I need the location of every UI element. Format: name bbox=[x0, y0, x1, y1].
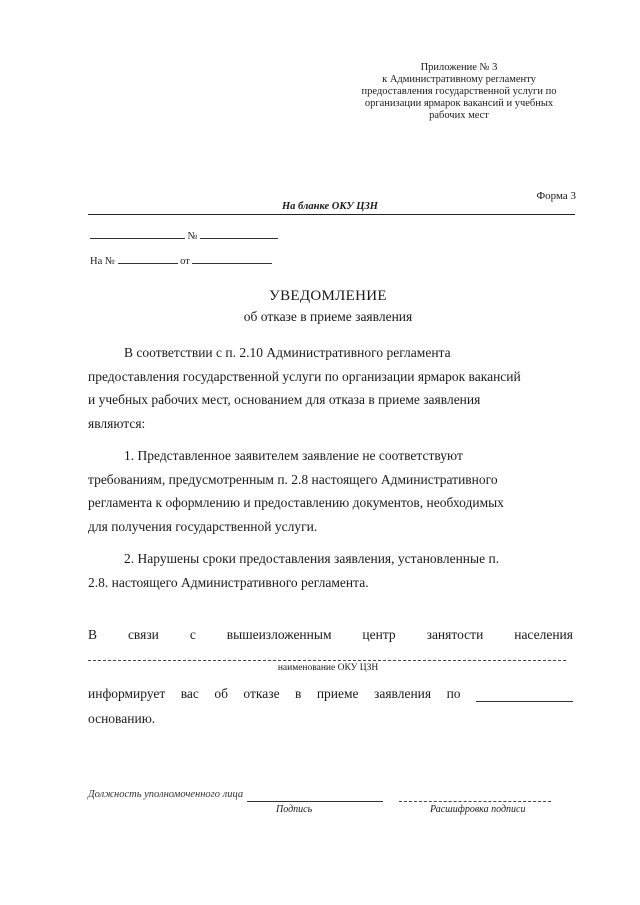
sentence-word: отказе bbox=[243, 686, 280, 701]
paragraph-line: для получения государственной услуги. bbox=[88, 518, 318, 534]
signature-decode-blank bbox=[399, 801, 551, 802]
intro-paragraph bbox=[88, 341, 573, 435]
sentence-word: по bbox=[446, 686, 461, 701]
paragraph-line: 2.8. настоящего Административного регламента. bbox=[88, 574, 369, 590]
reference-row bbox=[90, 255, 272, 267]
appendix-line: Приложение № 3 bbox=[420, 62, 498, 73]
sentence-word: в bbox=[295, 686, 302, 701]
paragraph-line: регламента к оформлению и предоставлению документов, необходимых bbox=[88, 495, 504, 510]
paragraph-line: и учебных рабочих мест, основанием для отказа в приеме заявления bbox=[88, 392, 481, 407]
sentence-word: об bbox=[214, 686, 228, 701]
document-title: УВЕДОМЛЕНИЕ bbox=[269, 288, 387, 304]
employment-centre-sentence bbox=[88, 627, 573, 643]
sentence-word: приеме bbox=[316, 686, 359, 701]
letterhead-label: На бланке ОКУ ЦЗН bbox=[282, 201, 378, 212]
official-position-label: Должность уполномоченного лица bbox=[88, 789, 244, 800]
sentence-word: вышеизложенным bbox=[226, 627, 332, 642]
sentence-word: информирует bbox=[88, 686, 166, 701]
inform-sentence-end: основанию. bbox=[88, 711, 156, 726]
reason-item-1 bbox=[88, 444, 573, 538]
paragraph-line: требованиям, предусмотренным п. 2.8 настоящего Административного bbox=[88, 471, 498, 487]
signature-caption: Подпись bbox=[276, 804, 313, 815]
appendix-header bbox=[354, 62, 564, 122]
appendix-line: организации ярмарок вакансий и учебных bbox=[364, 98, 554, 109]
reference-date-blank bbox=[192, 255, 272, 264]
number-sign: № bbox=[187, 231, 198, 242]
signature-decode-caption: Расшифровка подписи bbox=[430, 804, 526, 815]
sentence-word: с bbox=[189, 627, 196, 642]
reference-number-blank bbox=[118, 255, 178, 264]
reason-item-2 bbox=[88, 547, 573, 594]
header-divider bbox=[88, 214, 575, 215]
centre-name-blank bbox=[88, 660, 566, 661]
date-blank bbox=[90, 230, 185, 239]
appendix-line: к Административному регламенту bbox=[382, 74, 536, 85]
reference-date-label: от bbox=[180, 256, 190, 267]
sentence-word: заявления bbox=[374, 686, 432, 701]
reason-blank bbox=[476, 687, 573, 702]
paragraph-line: В соответствии с п. 2.10 Административного регламента bbox=[124, 345, 451, 360]
form-number: Форма 3 bbox=[536, 190, 576, 202]
sentence-word: населения bbox=[514, 627, 573, 642]
sentence-word: занятости bbox=[426, 627, 484, 642]
centre-name-caption: наименование ОКУ ЦЗН bbox=[277, 663, 379, 673]
appendix-line: рабочих мест bbox=[429, 110, 489, 121]
paragraph-line: 1. Представленное заявителем заявление не соответствуют bbox=[124, 448, 463, 463]
paragraph-line: предоставления государственной услуги по организации ярмарок вакансий bbox=[88, 368, 521, 384]
outgoing-number-row bbox=[90, 230, 278, 242]
reference-label: На № bbox=[90, 256, 115, 267]
sentence-word: связи bbox=[127, 627, 159, 642]
sentence-word: В bbox=[88, 627, 98, 642]
appendix-line: предоставления государственной услуги по bbox=[361, 86, 557, 97]
sentence-word: центр bbox=[362, 627, 396, 642]
inform-sentence bbox=[88, 686, 573, 702]
number-blank bbox=[200, 230, 278, 239]
sentence-word: вас bbox=[180, 686, 199, 701]
document-subtitle: об отказе в приеме заявления bbox=[243, 309, 413, 324]
paragraph-line: 2. Нарушены сроки предоставления заявления, установленные п. bbox=[124, 551, 500, 566]
signature-blank bbox=[247, 801, 383, 802]
paragraph-line: являются: bbox=[88, 415, 146, 431]
